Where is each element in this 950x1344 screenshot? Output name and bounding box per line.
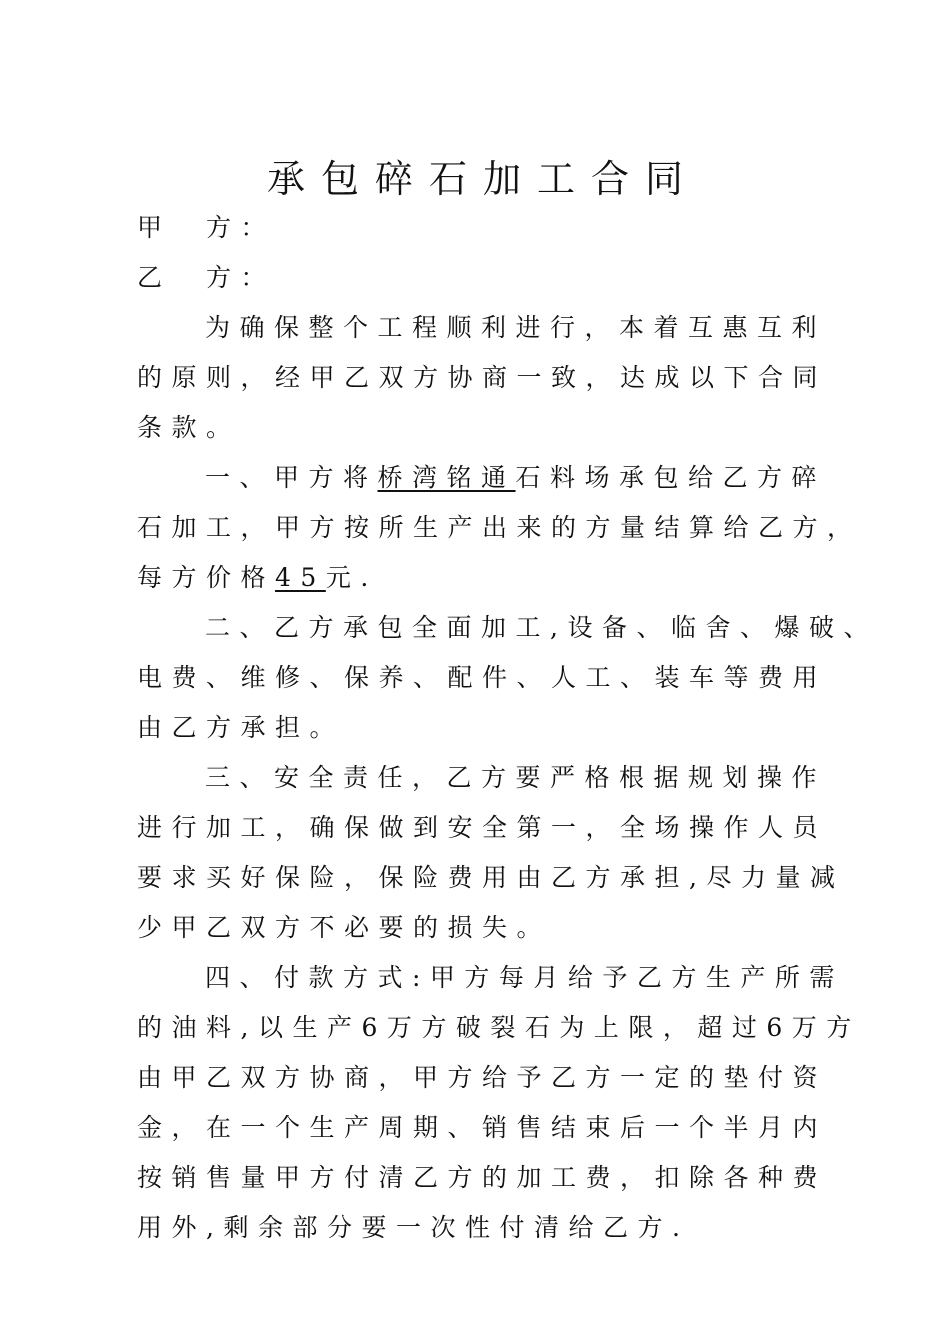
unit-price: 45 xyxy=(275,563,326,592)
party-a-label: 甲 方： xyxy=(137,213,276,242)
party-b-label: 乙 方： xyxy=(137,263,276,292)
clause-3-line-2: 进行加工，确保做到安全第一，全场操作人员 xyxy=(137,813,828,842)
quarry-name: 桥湾铭通 xyxy=(377,463,516,492)
document-title: 承包碎石加工合同 xyxy=(266,157,699,201)
clause-1-line-3 xyxy=(137,558,378,594)
clause-2-line-1: 二、乙方承包全面加工,设备、临舍、爆破、 xyxy=(205,613,878,642)
clause-2-line-3: 由乙方承担。 xyxy=(137,713,345,742)
clause-4-line-6: 用外,剩余部分要一次性付清给乙方. xyxy=(137,1213,690,1242)
preamble-line-1: 为确保整个工程顺利进行，本着互惠互利 xyxy=(205,313,827,342)
clause-3-line-1: 三、安全责任，乙方要严格根据规划操作 xyxy=(205,763,827,792)
clause-2-line-2: 电费、维修、保养、配件、人工、装车等费用 xyxy=(137,663,828,692)
clause-4-line-5: 按销售量甲方付清乙方的加工费，扣除各种费 xyxy=(137,1163,828,1192)
clause-3-line-4: 少甲乙双方不必要的损失。 xyxy=(137,913,552,942)
clause-1-text: 元. xyxy=(325,563,378,592)
clause-4-line-2: 的油料,以生产6万方破裂石为上限，超过6万方 xyxy=(137,1013,861,1042)
clause-1-text: 石料场承包给乙方碎 xyxy=(515,463,827,492)
clause-4-line-4: 金，在一个生产周期、销售结束后一个半月内 xyxy=(137,1113,828,1142)
clause-1-line-1 xyxy=(205,458,826,494)
preamble-line-2: 的原则，经甲乙双方协商一致，达成以下合同 xyxy=(137,363,828,392)
clause-1-text: 每方价格 xyxy=(137,563,276,592)
clause-1-line-2: 石加工，甲方按所生产出来的方量结算给乙方， xyxy=(137,513,862,542)
clause-1-text: 一、甲方将 xyxy=(205,463,378,492)
clause-4-line-1: 四、付款方式:甲方每月给予乙方生产所需 xyxy=(205,963,844,992)
clause-4-line-3: 由甲乙双方协商，甲方给予乙方一定的垫付资 xyxy=(137,1063,828,1092)
clause-3-line-3: 要求买好保险，保险费用由乙方承担,尽力量减 xyxy=(137,863,845,892)
preamble-line-3: 条款。 xyxy=(137,413,241,442)
